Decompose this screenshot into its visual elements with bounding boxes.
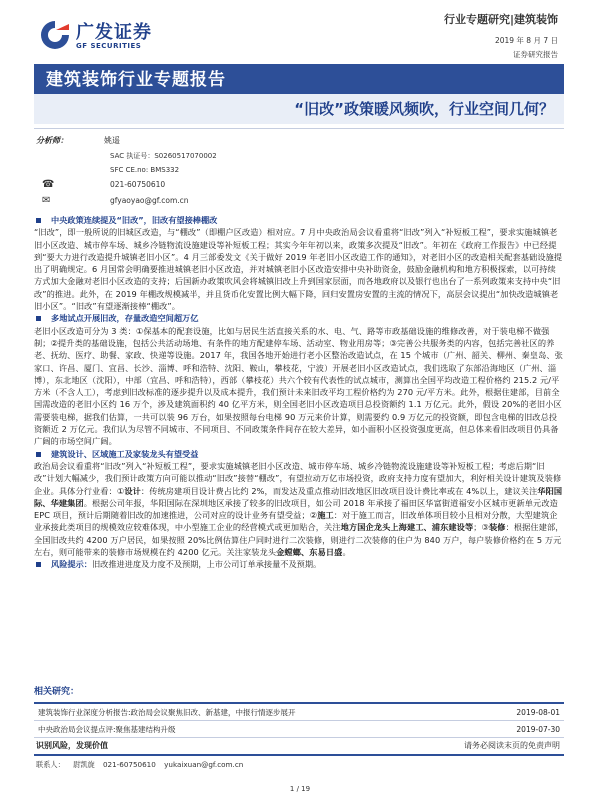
report-category: 行业专题研究|建筑装饰 (443, 13, 558, 26)
section-paragraph: “旧改”，即一般所说的旧城区改造，与“棚改”（即棚户区改造）相对应。7 月中央政治局会议看重将“旧改”列入“补短板工程”，要求实施城镇老旧小区改造、城市停车场、城乡冷链物流设施建设等补短板工程；其实今年年初以来，政策多次提及“旧改”。年初在《政府工作报告》中已经提到“要大力进行改造提升城镇老旧小区”。4 月三部委发文《关于做好 2019 年老旧小区改造工作的通知》，对老旧小区的改造相关配套基础设施提出了明确规定。6 月国常会明确要推进城镇老旧小区改造，并对城镇老旧小区改造安排中央补助资金，鼓励金融机构和地方积极探索，以可持续方式加大金融对老旧小区改造的支持；后国新办政策吹风会将城镇旧改上升到国家层面，而各地政府以及银行也出台了一系列政策来支持中央“旧改”的推进。此外，在 2019 年棚改规模减半，并且货币化安置比例大幅下降，回归安置房安置的主流的情况下，高层会议提出“加快改造城镇老旧小区”。“旧改”有望逐渐接棒“棚改”。 (34, 227, 563, 312)
logo-text-en: GF SECURITIES (76, 42, 142, 50)
analyst-phone: 021-60750610 (110, 180, 166, 189)
analyst-info (34, 128, 564, 214)
risk-paragraph: 风险提示： 旧改推进进度及力度不及预期，上市公司订单承接量不及预期。 (34, 558, 564, 570)
contact-footer (34, 738, 564, 778)
bullet-square-icon (36, 218, 41, 223)
text-run: ；③ (473, 522, 489, 533)
logo-text-cn: 广发证券 (76, 22, 152, 43)
sub-title: “旧改”政策暖风频吹，行业空间几何？ (294, 100, 554, 118)
text-run: 。根据公司年报，华阳国际在深圳地区承接了较多的旧改项目，如公司 2018 年承接了福田区华富街道福安小区城市更新单元改造 EPC 项目，预计后期随着旧改的加速推进，公司对应的设计业务有望受益；② (34, 497, 558, 521)
contact-label: 联系人： (36, 760, 65, 769)
bullet-square-icon (36, 452, 41, 457)
text-run: ：传统房建项目设计费占比约 2%，而发达及重点推动旧改地区旧改项目设计费比率或在 4%以上，建议关注 (140, 485, 538, 496)
report-body (34, 214, 564, 571)
divider (34, 754, 564, 756)
analyst-label: 分析师： (36, 136, 68, 145)
section-heading: 中央政策连续提及“旧改”，旧改有望接棒棚改 (34, 214, 564, 226)
email-icon: ✉ (42, 195, 51, 206)
company-logo (38, 18, 168, 52)
text-run: 政治局会议看重将“旧改”列入“补短板工程”，要求实施城镇老旧小区改造、城市停车场、城乡冷链物流设施建设等补短板工程；考虑后期“旧改”计划大幅减少，我们预计政策方向可能以推动“旧改”接替“棚改”，有望拉动万亿市场投资，政府支持力度有望加大，利好相关设计建筑及装修企业。具体分行业看：① (34, 460, 562, 496)
bold-text: 装修 (488, 522, 506, 533)
text-run: ：根据住建部，全国旧改共约 4200 万户居民，如果按照 20%比例估算住户同时进行二次装修，则进行二次装修的住户为 840 万户，每户装修价格约在 5 万元左右，则可能带来的装修市场规模在约 4200 亿元。关注家装龙头 (34, 522, 564, 558)
analyst-name: 姚遥 (104, 136, 120, 145)
section-heading: 多地试点开展旧改，存量改造空间超万亿 (34, 312, 564, 324)
text-run: ：对于施工而言，旧改单体项目较小且相对分散，大型建筑企业承接此类项目的规模效应较难体现，中小型施工企业的经营模式或更加贴合，关注 (34, 510, 558, 533)
contact-name: 尉凯旋 (73, 760, 95, 769)
gf-logo-icon (38, 18, 72, 52)
contact-email: yukaixuan@gf.com.cn (164, 760, 244, 769)
section-paragraph: 老旧小区改造可分为 3 类：①保基本的配套设施，比如与居民生活直接关系的水、电、气、路等市政基础设施的维修改善，对于装电梯不做强制；②提升类的基础设施，包括公共活动场地、有条件的地方配建停车场、活动室、物业用房等；③完善公共服务类的内容，包括完善社区的养老、抚幼、医疗、助餐、家政、快递等设施。2017 年，我国各地开始进行老小区整治改造试点，在 15 个城市（广州、韶关、柳州、秦皇岛、张家口、许昌、厦门、宜昌、长沙、淄博、呼和浩特、沈阳、鞍山，攀枝花，宁波）开展老旧小区改造试点，我们选取了东部沿海地区（广州、淄博），东北地区（沈阳），中部（宜昌、呼和浩特），西部（攀枝花）共六个较有代表性的试点城市，测算出全国平均改造工程价格约 215.2 元/平方米（不含人工），考虑到旧改标准的逐步提升以及成本提升，我们预计未来旧改平均工程价格约为 270 元/平方米。此外，根据住建部，目前全国需改造的老旧小区约 16 万个，涉及建筑面积约 40 亿平方米，则全国老旧小区改造项目总投资额约 1.1 万亿元。此外，假设 20%的老旧小区需要装电梯，据我们估算，一共可以装 96 万台，如果按照每台电梯 90 万元来价计算，则需要约 0.9 万亿元的投资额，即包含电梯的旧改总投资额近 2 万亿元。我们认为尽管不同城市、不同项目、不同政策条件间存在较大差异，如小面积小区投资强度更高，但总体来看旧改项目仍具备广阔的市场空间广阔。 (34, 325, 563, 447)
disclaimer-note: 请务必阅读末页的免责声明 (464, 741, 560, 750)
phone-icon: ☎ (42, 179, 55, 190)
contact-phone: 021-60750610 (102, 760, 156, 769)
title-bar (34, 64, 564, 94)
bullet-square-icon (36, 316, 41, 321)
bold-text: 华阳国际、华建集团 (34, 485, 563, 508)
related-research (34, 686, 564, 738)
page-header (0, 0, 600, 60)
bold-text: 金螳螂、东易日盛 (276, 547, 343, 558)
header-meta (444, 12, 558, 60)
section-paragraph (34, 460, 564, 558)
slogan: 识别风险，发现价值 (36, 741, 108, 750)
report-date: 2019 年 8 月 7 日 (494, 35, 558, 45)
related-title: 相关研究： (34, 686, 564, 704)
related-item[interactable]: 建筑装饰行业深度分析报告:政治局会议聚焦旧改、新基建，中报行情逐步展开 2019-08-01 (34, 704, 564, 721)
bold-text: 设计 (124, 485, 141, 496)
contact-row (36, 760, 249, 771)
bold-text: 地方国企龙头上海建工、浦东建设等 (340, 522, 474, 533)
related-item[interactable]: 中央政治局会议提点评:聚焦基建结构升级 2019-07-30 (34, 721, 564, 738)
analyst-email: gfyaoyao@gf.com.cn (110, 196, 189, 205)
bold-text: 施工 (317, 510, 334, 521)
report-type: 证券研究报告 (513, 49, 558, 59)
title-band (34, 64, 564, 124)
analyst-sac: SAC 执证号：S0260517070002 (110, 152, 217, 160)
bullet-square-icon (36, 562, 41, 567)
text-run: 。 (342, 547, 351, 558)
page-number: 1 / 19 (289, 785, 311, 793)
main-title: 建筑装饰行业专题报告 (46, 70, 226, 90)
analyst-sfc: SFC CE.no: BMS332 (110, 166, 180, 174)
section-heading: 建筑设计、区域施工及家装龙头有望受益 (34, 448, 564, 460)
